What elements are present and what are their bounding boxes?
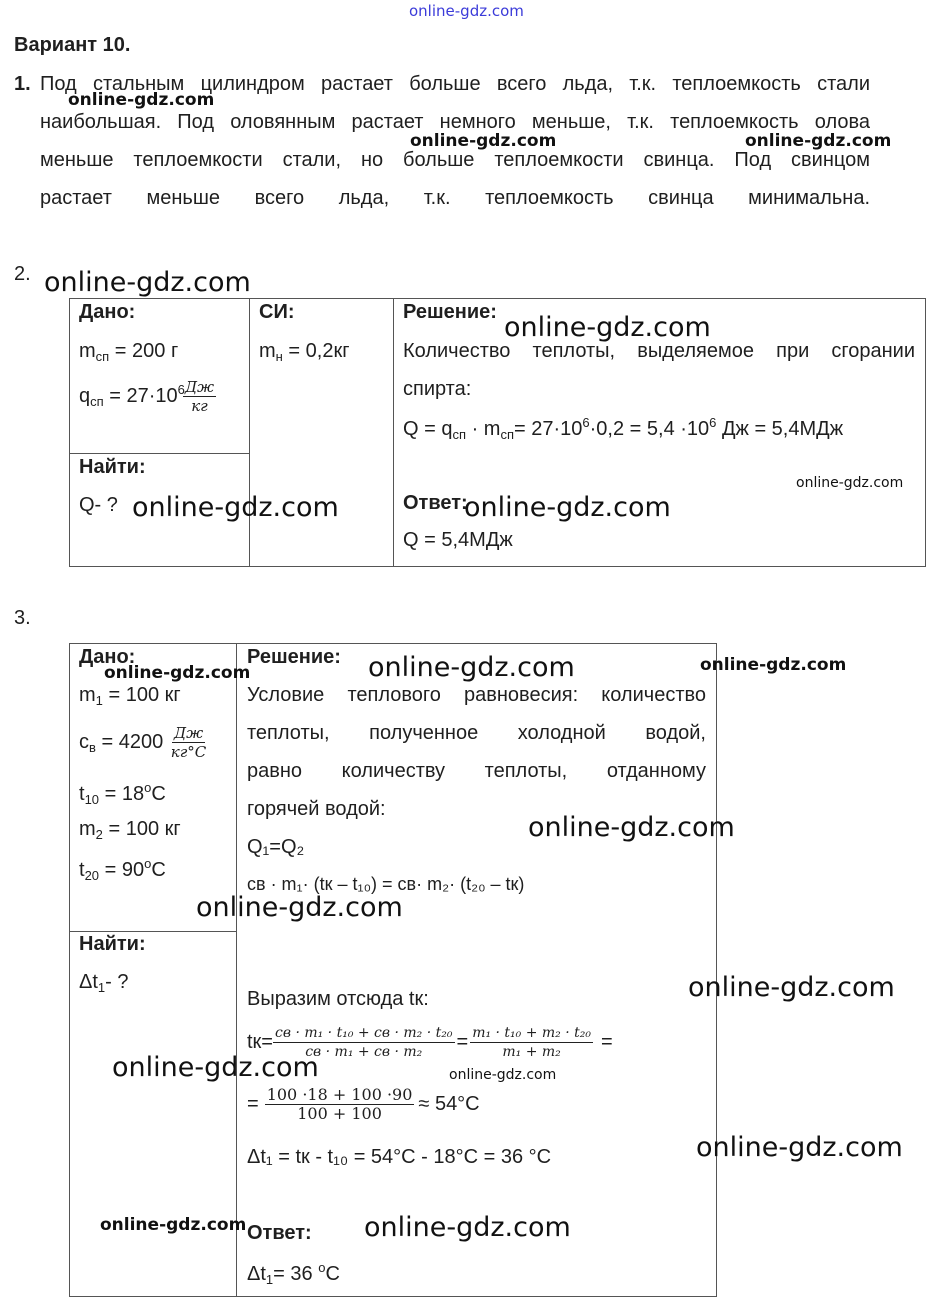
task3-given-t10: $t_{10} = 18^oC$ [79,780,166,807]
task3-answer-label: Ответ: [247,1222,312,1244]
task2-find-label: Найти: [79,456,146,478]
watermark: online-gdz.com [796,475,904,491]
watermark: online-gdz.com [364,1212,571,1243]
task3-solution-line-3: равно количеству теплоты, отданному [247,760,706,782]
page-title: Вариант 10. [14,34,131,56]
watermark: online-gdz.com [688,972,895,1003]
task2-si-mass: $m_н = 0,2кг$ [259,340,350,364]
task3-equation-balance: Q₁=Q₂ [247,836,305,858]
watermark: online-gdz.com [100,1215,247,1235]
task2-find-value: Q- ? [79,494,118,516]
task3-given-t20: $t_{20} = 90^oC$ [79,856,166,883]
task2-si-label: СИ: [259,301,295,323]
watermark: online-gdz.com [449,1067,557,1083]
task1-line-3: меньше теплоемкости стали, но больше теплоемкости свинца. Под свинцом [40,149,870,171]
task3-solution-line-4: горячей водой: [247,798,386,820]
watermark: online-gdz.com [464,492,671,523]
watermark: online-gdz.com [745,131,892,151]
task3-solution-line-1: Условие теплового равновесия: количество [247,684,706,706]
task3-equation-heat: cв · m₁· (tк – t₁₀) = cв· m₂· (t₂₀ – tк) [247,874,525,894]
task3-tk-formula: tк= $\frac{\text{cв · m₁ · t₁₀ + cв · m₂ · t₂₀}}{\text{cв · m₁ + cв · m₂}}$ = $\frac{\text{m₁ · t₁₀ + m₂ · t₂₀}}{\text{m₁ + m₂}}$ = [247,1025,613,1060]
task3-number: 3. [14,607,31,629]
task3-solution-line-2: теплоты, полученное холодной водой, [247,722,706,744]
watermark: online-gdz.com [112,1052,319,1083]
watermark: online-gdz.com [410,131,557,151]
watermark: online-gdz.com [104,663,251,683]
watermark: online-gdz.com [528,812,735,843]
task3-find-label: Найти: [79,933,146,955]
watermark: online-gdz.com [696,1132,903,1163]
task1-number: 1. [14,73,31,95]
task3-delta-formula: Δt₁ = tк - t₁₀ = 54°C - 18°C = 36 °C [247,1146,552,1168]
task2-given-heat: $q_{сп} = 27\cdot 10^6$ $\frac{Дж}{кг}$ [79,378,215,415]
watermark: online-gdz.com [44,267,251,298]
watermark: online-gdz.com [368,652,575,683]
task3-find-value: $\Delta t_1-$ ? [79,971,129,995]
task2-solution-label: Решение: [403,301,497,323]
watermark: online-gdz.com [504,312,711,343]
task2-solution-line-2: спирта: [403,378,472,400]
task3-given-m1: $m_1 = 100$ кг [79,684,181,708]
task3-given-m2: $m_2 = 100$ кг [79,818,181,842]
task2-number: 2. [14,263,31,285]
task2-answer-value: Q = 5,4МДж [403,529,513,551]
task2-given-mass: $m_{сп} = 200$ г [79,340,179,364]
task2-solution-line-1: Количество теплоты, выделяемое при сгорании [403,340,915,362]
task3-dano-label: Дано: [79,646,136,668]
task2-dano-label: Дано: [79,301,136,323]
task3-numeric-formula: = $\frac{100 \cdot 18 + 100 \cdot 90}{100 + 100}$ ≈ 54°C [247,1085,480,1123]
watermark: online-gdz.com [132,492,339,523]
task1-line-4: растает меньше всего льда, т.к. теплоемкость свинца минимальна. [40,187,870,209]
task2-formula: $Q = q_{сп} \cdot m_{сп}= 27\cdot 10^6\cdot 0,2 = 5,4 \cdot 10^6$ Дж = 5,4МДж [403,415,844,442]
task3-given-cv: $c_в = 4200$ $\frac{Дж}{кг^\circ C}$ [79,724,207,761]
task1-line-2: наибольшая. Под оловянным растает немного меньше, т.к. теплоемкость олова [40,111,870,133]
watermark: online-gdz.com [700,655,847,675]
task1-line-1: Под стальным цилиндром растает больше всего льда, т.к. теплоемкость стали [40,73,870,95]
watermark: online-gdz.com [68,90,215,110]
task3-answer-value: $\Delta t_1= 36$ $^o$C [247,1260,340,1287]
task3-solution-label: Решение: [247,646,341,668]
watermark-top: online-gdz.com [409,2,524,20]
task3-express: Выразим отсюда tк: [247,988,429,1010]
task2-answer-label: Ответ: [403,492,468,514]
watermark: online-gdz.com [196,892,403,923]
